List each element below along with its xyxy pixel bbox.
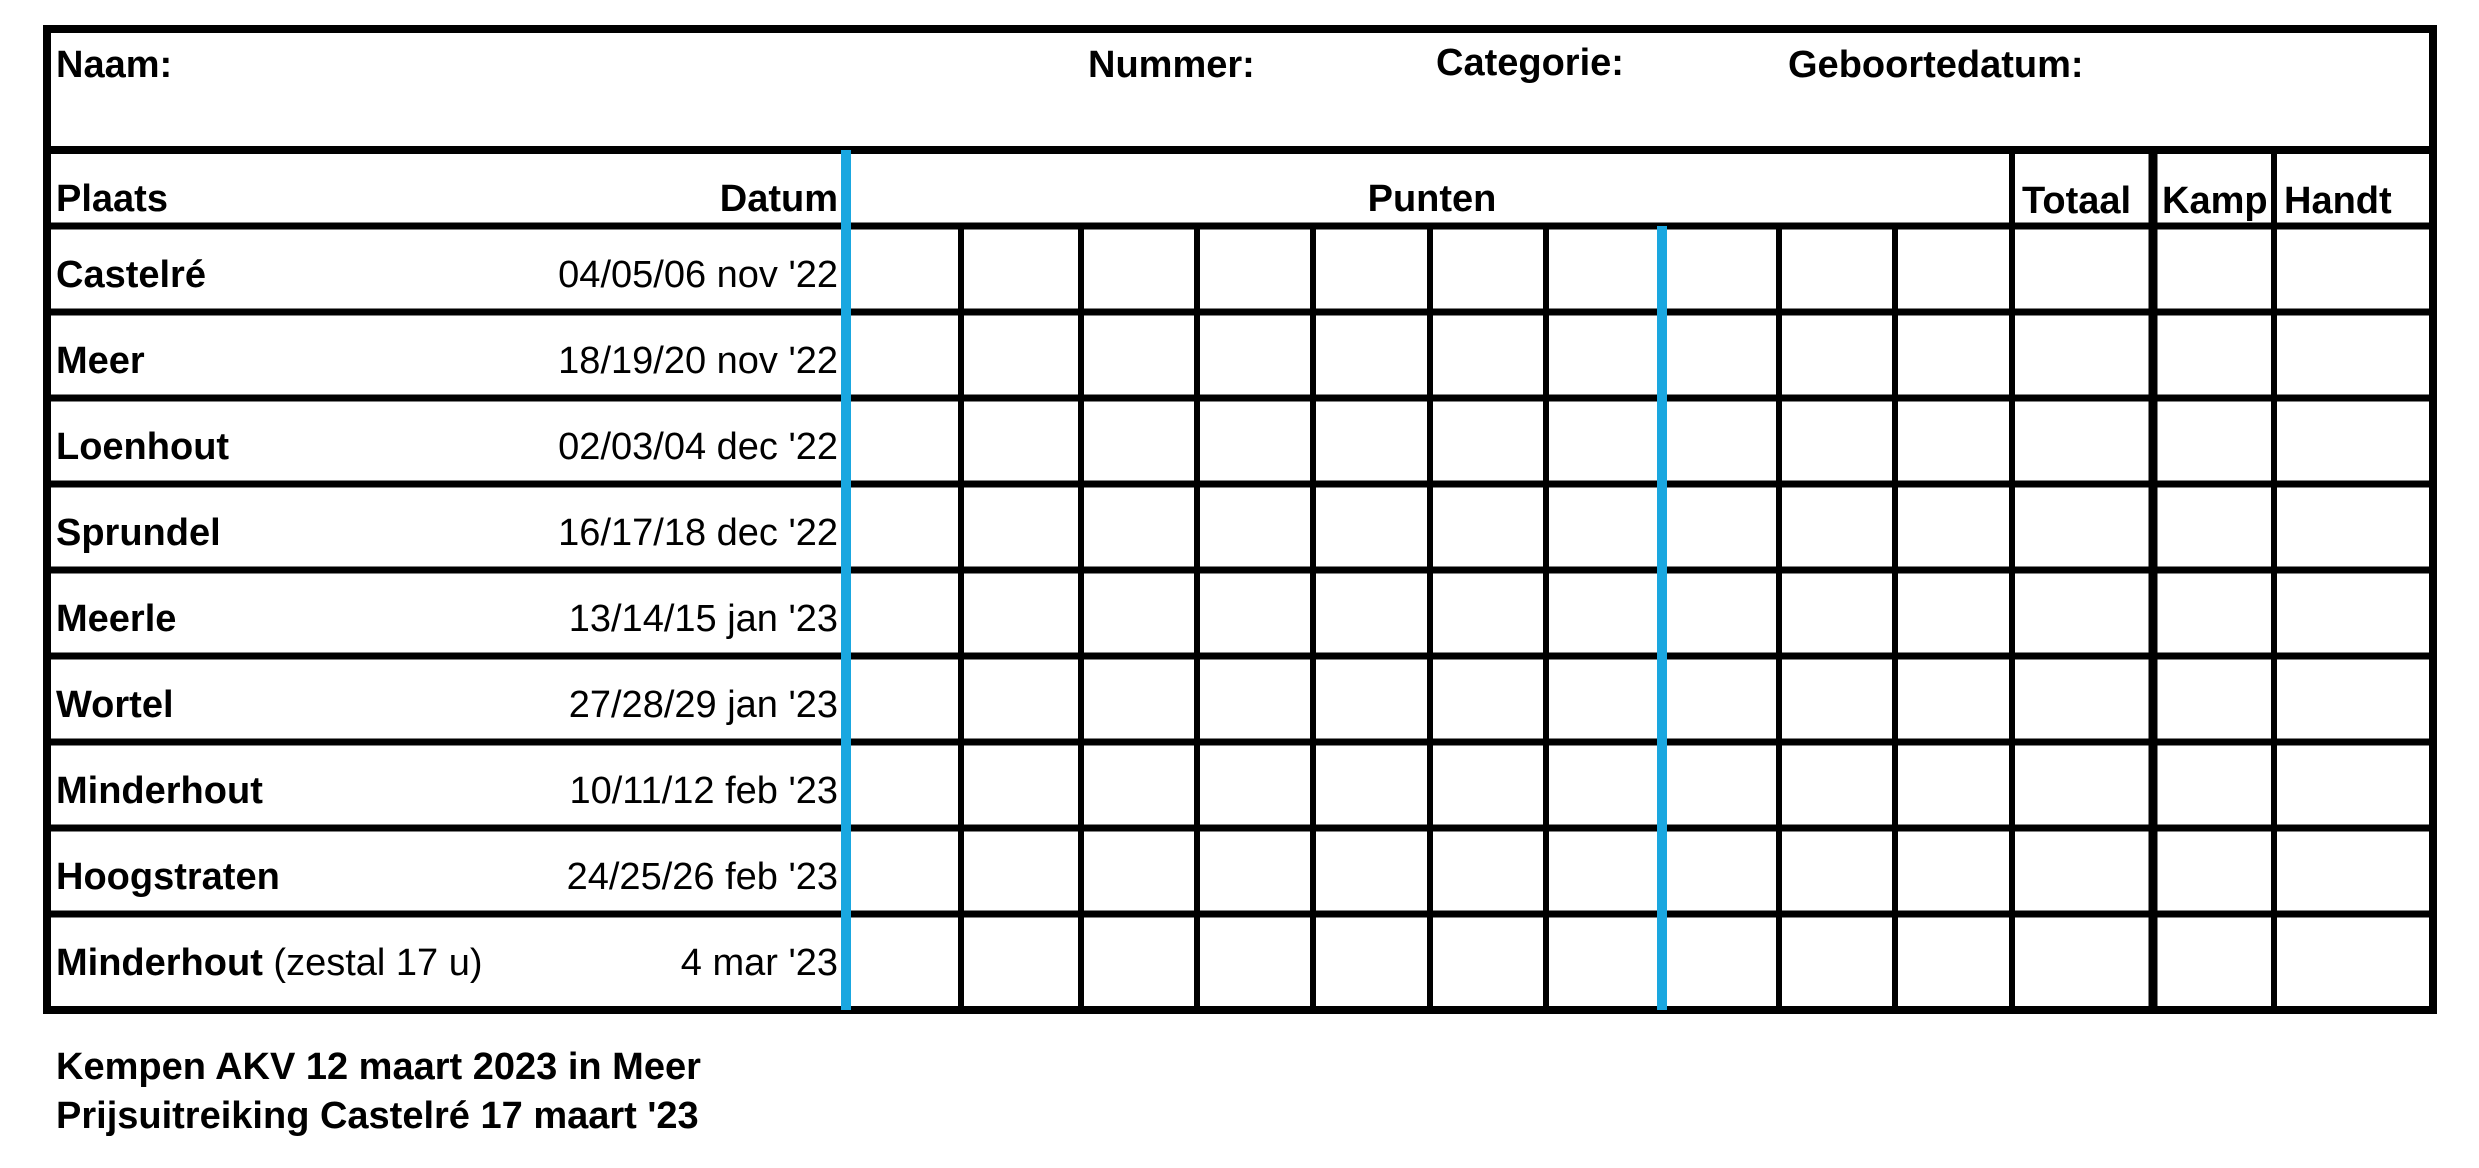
datum-cell: 10/11/12 feb '23 [569, 770, 838, 812]
footer-line-1: Kempen AKV 12 maart 2023 in Meer [56, 1046, 701, 1088]
plaats-cell: Sprundel [56, 512, 221, 554]
plaats-note: (zestal 17 u) [273, 942, 483, 984]
datum-cell: 27/28/29 jan '23 [568, 684, 838, 726]
plaats-cell: Hoogstraten [56, 856, 280, 898]
plaats-column-header: Plaats [56, 178, 168, 220]
plaats-cell: Meerle [56, 598, 177, 640]
datum-cell: 13/14/15 jan '23 [568, 598, 838, 640]
datum-cell: 16/17/18 dec '22 [558, 512, 838, 554]
datum-cell: 02/03/04 dec '22 [558, 426, 838, 468]
datum-cell: 4 mar '23 [680, 942, 838, 984]
plaats-cell: Wortel [56, 684, 174, 726]
punten-column-header: Punten [1367, 178, 1497, 220]
plaats-cell: Castelré [56, 254, 206, 296]
categorie-label: Categorie: [1436, 42, 1624, 84]
kamp-column-header: Kamp [2162, 180, 2268, 222]
datum-cell: 18/19/20 nov '22 [558, 340, 838, 382]
footer-line-2: Prijsuitreiking Castelré 17 maart '23 [56, 1095, 699, 1137]
plaats-cell: Meer [56, 340, 145, 382]
datum-cell: 04/05/06 nov '22 [558, 254, 838, 296]
totaal-column-header: Totaal [2022, 180, 2132, 222]
handt-column-header: Handt [2284, 180, 2392, 222]
datum-column-header: Datum [719, 178, 838, 220]
plaats-cell: Minderhout (zestal 17 u) [56, 942, 483, 984]
naam-label: Naam: [56, 44, 173, 86]
plaats-cell: Loenhout [56, 426, 230, 468]
datum-cell: 24/25/26 feb '23 [566, 856, 838, 898]
plaats-cell: Minderhout [56, 770, 263, 812]
nummer-label: Nummer: [1088, 44, 1255, 86]
geboortedatum-label: Geboortedatum: [1788, 44, 2084, 86]
